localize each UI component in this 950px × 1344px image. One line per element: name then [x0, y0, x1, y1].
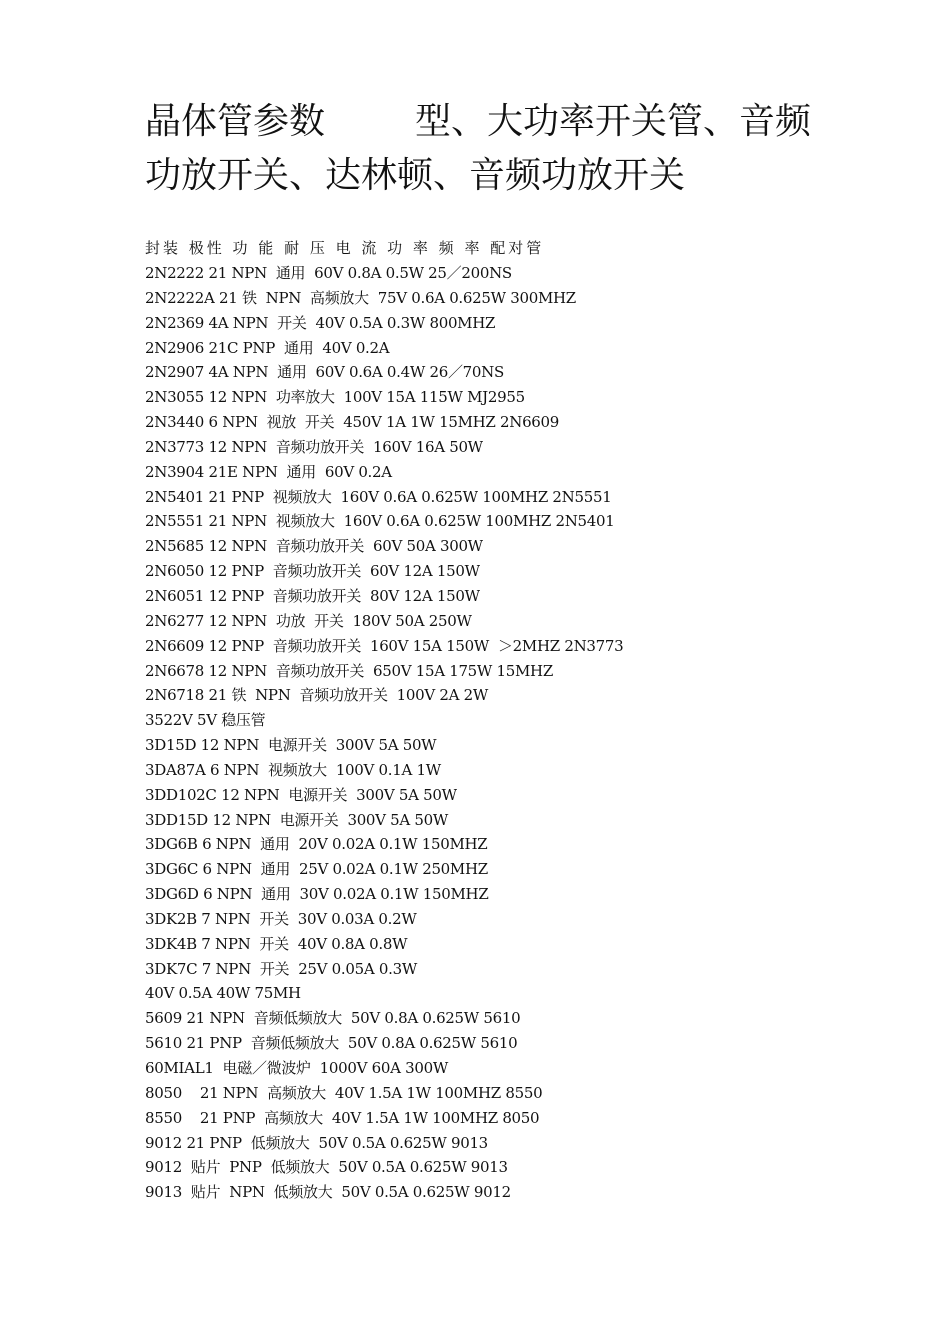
list-item: 2N5401 21 PNP 视频放大 160V 0.6A 0.625W 100MHZ 2N5551 — [145, 487, 612, 506]
list-item: 2N6277 12 NPN 功放 开关 180V 50A 250W — [145, 611, 472, 630]
list-item: 2N3773 12 NPN 音频功放开关 160V 16A 50W — [145, 437, 483, 456]
list-item: 2N2222A 21 铁 NPN 高频放大 75V 0.6A 0.625W 300MHZ — [145, 288, 576, 307]
list-item: 3DG6B 6 NPN 通用 20V 0.02A 0.1W 150MHZ — [145, 835, 488, 854]
list-item: 3D15D 12 NPN 电源开关 300V 5A 50W — [145, 736, 437, 755]
table-header-row: 封装 极性 功 能 耐 压 电 流 功 率 频 率 配对管 — [145, 239, 545, 257]
list-item: 60MIAL1 电磁／微波炉 1000V 60A 300W — [145, 1059, 448, 1077]
list-item: 8050 21 NPN 高频放大 40V 1.5A 1W 100MHZ 8550 — [145, 1083, 543, 1102]
list-item: 2N3440 6 NPN 视放 开关 450V 1A 1W 15MHZ 2N6609 — [145, 413, 560, 432]
list-item: 2N2222 21 NPN 通用 60V 0.8A 0.5W 25／200NS — [145, 264, 512, 282]
list-item: 2N2369 4A NPN 开关 40V 0.5A 0.3W 800MHZ — [145, 313, 496, 332]
list-item: 3DD15D 12 NPN 电源开关 300V 5A 50W — [145, 810, 449, 829]
list-item: 3DD102C 12 NPN 电源开关 300V 5A 50W — [145, 785, 457, 804]
list-item: 2N3904 21E NPN 通用 60V 0.2A — [145, 462, 392, 481]
list-item: 3DG6D 6 NPN 通用 30V 0.02A 0.1W 150MHZ — [145, 885, 489, 904]
page-title — [145, 95, 835, 203]
list-item: 2N5685 12 NPN 音频功放开关 60V 50A 300W — [145, 537, 483, 556]
list-item: 2N6718 21 铁 NPN 音频功放开关 100V 2A 2W — [145, 686, 488, 705]
list-item: 8550 21 PNP 高频放大 40V 1.5A 1W 100MHZ 8050 — [145, 1108, 540, 1127]
title-part2: 型、大功率开关管、音频功放开关、达林顿、音频功放开关 — [145, 101, 812, 196]
list-item: 9012 贴片 PNP 低频放大 50V 0.5A 0.625W 9013 — [145, 1158, 508, 1177]
list-item: 5609 21 NPN 音频低频放大 50V 0.8A 0.625W 5610 — [145, 1009, 521, 1028]
list-item: 3DG6C 6 NPN 通用 25V 0.02A 0.1W 250MHZ — [145, 860, 488, 879]
list-item: 3DK7C 7 NPN 开关 25V 0.05A 0.3W — [145, 959, 417, 978]
list-item: 2N6609 12 PNP 音频功放开关 160V 15A 150W ＞2MHZ 2N3773 — [145, 636, 624, 655]
list-item: 2N6678 12 NPN 音频功放开关 650V 15A 175W 15MHZ — [145, 661, 553, 680]
list-item: 2N2906 21C PNP 通用 40V 0.2A — [145, 338, 390, 357]
list-item: 2N5551 21 NPN 视频放大 160V 0.6A 0.625W 100MHZ 2N5401 — [145, 512, 615, 531]
list-item: 3DK2B 7 NPN 开关 30V 0.03A 0.2W — [145, 909, 417, 928]
list-item: 2N2907 4A NPN 通用 60V 0.6A 0.4W 26／70NS — [145, 363, 504, 382]
list-item: 3522V 5V 稳压管 — [145, 711, 266, 730]
list-item: 2N6051 12 PNP 音频功放开关 80V 12A 150W — [145, 586, 480, 605]
title-part1: 晶体管参数 — [145, 101, 326, 142]
list-item: 3DA87A 6 NPN 视频放大 100V 0.1A 1W — [145, 760, 441, 779]
list-item: 2N3055 12 NPN 功率放大 100V 15A 115W MJ2955 — [145, 388, 525, 407]
list-item: 9013 贴片 NPN 低频放大 50V 0.5A 0.625W 9012 — [145, 1183, 511, 1202]
list-item: 2N6050 12 PNP 音频功放开关 60V 12A 150W — [145, 562, 480, 581]
list-item: 9012 21 PNP 低频放大 50V 0.5A 0.625W 9013 — [145, 1133, 488, 1152]
transistor-list — [145, 261, 623, 1205]
list-item: 40V 0.5A 40W 75MH — [145, 984, 301, 1003]
list-item: 5610 21 PNP 音频低频放大 50V 0.8A 0.625W 5610 — [145, 1034, 518, 1053]
list-item: 3DK4B 7 NPN 开关 40V 0.8A 0.8W — [145, 934, 408, 953]
